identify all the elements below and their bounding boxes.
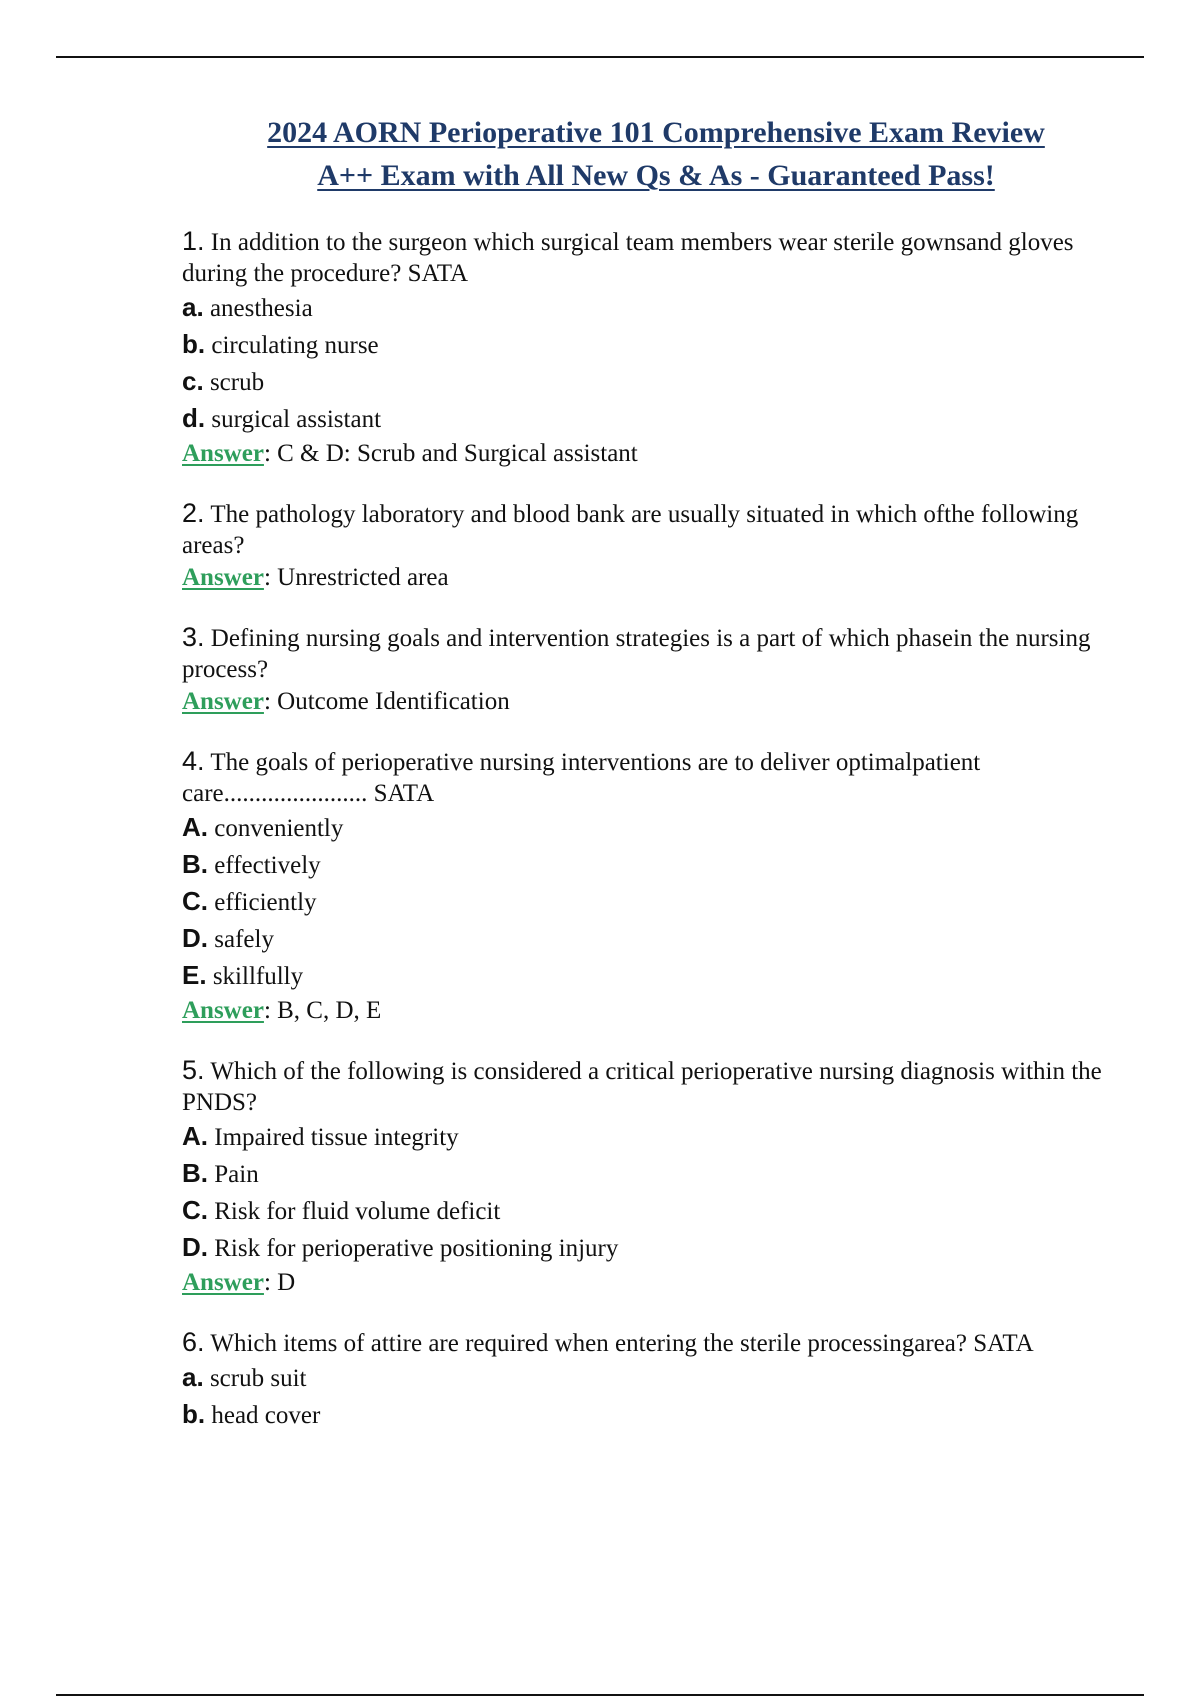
option-text: surgical assistant: [211, 406, 382, 433]
answer-line: [182, 994, 1122, 1027]
question-body: Which items of attire are required when entering the sterile processingarea? SATA: [210, 1330, 1034, 1357]
option-text: anesthesia: [209, 295, 313, 322]
option-letter: B.: [182, 1158, 208, 1188]
question-text: [182, 1327, 1122, 1359]
question-body: The pathology laboratory and blood bank are usually situated in which ofthe following areas?: [182, 501, 1079, 559]
answer-text: : B, C, D, E: [263, 997, 382, 1024]
option-text: conveniently: [214, 815, 344, 842]
option-text: effectively: [214, 852, 321, 879]
answer-option: [182, 921, 1122, 957]
answer-option: [182, 1119, 1122, 1155]
top-rule: [56, 56, 1144, 58]
option-text: head cover: [211, 1402, 321, 1429]
question-body: The goals of perioperative nursing interventions are to deliver optimalpatient care....................... SATA: [182, 749, 981, 807]
option-letter: E.: [182, 960, 207, 990]
answer-label: Answer: [182, 1269, 264, 1296]
question-block: [182, 498, 1122, 594]
answer-option: [182, 847, 1122, 883]
option-letter: a.: [182, 292, 204, 322]
question-number: 6.: [182, 1327, 205, 1357]
answer-label: Answer: [182, 440, 264, 467]
question-text: [182, 498, 1122, 561]
answer-option: [182, 958, 1122, 994]
answer-option: [182, 1193, 1122, 1229]
option-text: Pain: [214, 1161, 259, 1188]
option-letter: C.: [182, 1195, 208, 1225]
bottom-rule: [56, 1694, 1144, 1696]
answer-text: : D: [263, 1269, 296, 1296]
title-line-2: A++ Exam with All New Qs & As - Guaranteed Pass!: [317, 159, 995, 192]
answer-label: Answer: [182, 997, 264, 1024]
question-list: [182, 226, 1122, 1461]
answer-label: Answer: [182, 688, 264, 715]
answer-option: [182, 290, 1122, 326]
question-body: Which of the following is considered a critical perioperative nursing diagnosis within the PNDS?: [182, 1058, 1102, 1116]
option-letter: A.: [182, 812, 208, 842]
answer-option: [182, 327, 1122, 363]
answer-option: [182, 810, 1122, 846]
answer-option: [182, 1156, 1122, 1192]
answer-label: Answer: [182, 564, 264, 591]
option-text: efficiently: [214, 889, 317, 916]
answer-option: [182, 884, 1122, 920]
title-line-1: 2024 AORN Perioperative 101 Comprehensive Exam Review: [267, 116, 1045, 149]
question-number: 4.: [182, 746, 205, 776]
question-number: 1.: [182, 226, 205, 256]
question-text: [182, 622, 1122, 685]
question-number: 5.: [182, 1055, 205, 1085]
option-text: Risk for fluid volume deficit: [214, 1198, 501, 1225]
question-block: [182, 746, 1122, 1027]
option-text: circulating nurse: [211, 332, 379, 359]
answer-text: : C & D: Scrub and Surgical assistant: [263, 440, 638, 467]
option-text: Risk for perioperative positioning injury: [214, 1235, 619, 1262]
question-block: [182, 1327, 1122, 1433]
answer-line: [182, 561, 1122, 594]
question-text: [182, 746, 1122, 809]
option-text: Impaired tissue integrity: [214, 1124, 459, 1151]
question-number: 3.: [182, 622, 205, 652]
question-text: [182, 1055, 1122, 1118]
question-text: [182, 226, 1122, 289]
answer-line: [182, 1266, 1122, 1299]
option-letter: b.: [182, 329, 206, 359]
question-body: In addition to the surgeon which surgical team members wear sterile gownsand gloves during the procedure? SATA: [182, 229, 1074, 287]
answer-option: [182, 1230, 1122, 1266]
option-letter: D.: [182, 1232, 208, 1262]
option-letter: B.: [182, 849, 208, 879]
question-number: 2.: [182, 498, 205, 528]
option-letter: c.: [182, 366, 204, 396]
option-text: skillfully: [212, 963, 304, 990]
option-text: safely: [214, 926, 274, 953]
answer-line: [182, 685, 1122, 718]
option-letter: d.: [182, 403, 206, 433]
option-letter: a.: [182, 1362, 204, 1392]
option-letter: A.: [182, 1121, 208, 1151]
question-block: [182, 1055, 1122, 1299]
question-block: [182, 226, 1122, 470]
answer-option: [182, 401, 1122, 437]
option-letter: D.: [182, 923, 208, 953]
answer-text: : Outcome Identification: [263, 688, 510, 715]
answer-option: [182, 1360, 1122, 1396]
option-text: scrub suit: [209, 1365, 307, 1392]
question-body: Defining nursing goals and intervention strategies is a part of which phasein the nursing process?: [182, 625, 1091, 683]
question-block: [182, 622, 1122, 718]
document-title: [0, 114, 1200, 200]
option-text: scrub: [209, 369, 265, 396]
option-letter: b.: [182, 1399, 206, 1429]
answer-text: : Unrestricted area: [263, 564, 449, 591]
option-letter: C.: [182, 886, 208, 916]
answer-option: [182, 364, 1122, 400]
answer-option: [182, 1397, 1122, 1433]
answer-line: [182, 437, 1122, 470]
